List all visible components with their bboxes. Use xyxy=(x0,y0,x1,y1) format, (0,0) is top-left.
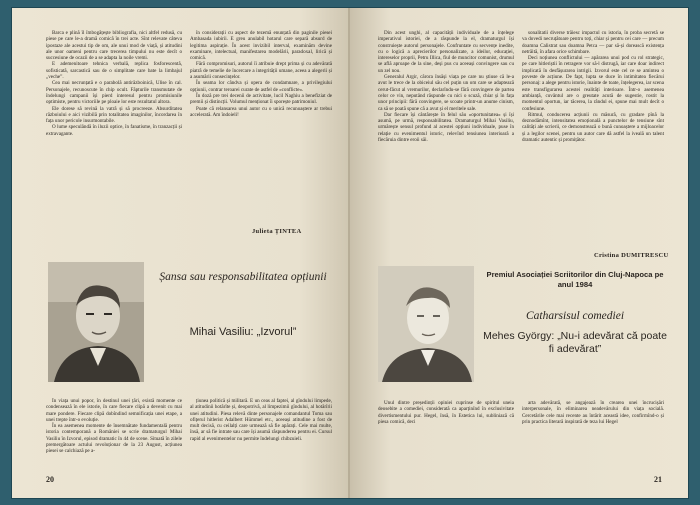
paragraph: Fără compromisuri, autorul îi atribuie drept prima și cu adevărată piatră de temelie de încercare a integrității umane, aceea a alegerii și a asumării consecințelor. xyxy=(190,61,332,81)
article1-column-right xyxy=(190,30,332,212)
award-title: Premiul Asociației Scriitorilor din Cluj-Napoca pe anul 1984 xyxy=(486,270,664,289)
paragraph: Din acest unghi, al capacității individuale de a înțelege imperativul istoriei, de a răspunde la el, dramaturgul își construiește autorul personajele. Confruntate cu secvențe inedite, cu o logică a aprecierilor personalizate, a ideilor, educației, intereselor proprii, Petru Illica, fiul de muncitor comunist, drumul se află aproape de la sine, deși pus cu aceeași convingere sau cu un zel nou. xyxy=(378,30,514,74)
paragraph: țiunea politică și militară. E un ceas al faptei, al gîndului limpede, al atitudinii hotărîte și, deopotrivă, al limpezimii gîndului, al hotărîrii unei atitudini. Piesa relevă dinte personajele comandantul Toma sau ofițerul hitlerist Adalbert Hümmel etc., aceeași atitudine a fost de mult decisă, cu ceilalți care urmează să fie apărați. Cele mai multe, însă, ar să fie intrate sau care își asumă răspunderea pentru ei. Cursul rapid al evenimentelor nu permite îndelungi chibzuieli. xyxy=(190,398,332,442)
author-photo-mehes-gyorgy xyxy=(378,266,474,382)
article2-column-right xyxy=(190,398,332,470)
catharsis-column-left xyxy=(378,400,514,470)
paragraph: O lume speculândă în iluzii optice, în fanatisme, în tranzacții și extravagante. xyxy=(46,124,182,137)
left-page xyxy=(12,8,350,498)
catharsis-column-right xyxy=(522,400,664,470)
paragraph: Generalul Argir, cărora însăși viața pe care nu știuse că le-a avut le trece de la obiceiul său cel puțin un om care se adaptează cerut-fâcut al vremurilor, declarîndu-se fără convingere de partea celor ce vin, neputând răspunde cu nici o scuză, chiar și în fața unor principii: fără convingere, se scoate printr-un anume cinism, ca să se poată spune că a avut și el meritele sale. xyxy=(378,74,514,112)
paragraph: În ea asemenea momente de însemnătate fundamentală pentru istoria contemporană a României se scrie dramaturgul Mihai Vasiliu în Izvorul, episod dramatic în 44 de scene. Situată în zilele premergătoare actului revoluționar de la 23 August, acțiunea piesei se calchiază pe a- xyxy=(46,423,182,455)
right-page xyxy=(350,8,688,498)
right-column-right xyxy=(522,30,664,248)
paragraph: Poate că relansarea unui autor cu o unică recunoaștere ar trebui accelerată. Am îndoieli! xyxy=(190,105,332,118)
article2-column-left xyxy=(46,398,182,470)
paragraph: Dar fiecare își cântărește în felul său «oportunitatea» și își asumă, pe urmă, responsabilitatea. Dramaturgul Mihai Vasiliu, urmărește sensul profund al acestei opțiuni individuale, puse în relație cu evenimentul istoric, relevînd tensiunea interioară a fiecăruia dintre eroii săi. xyxy=(378,111,514,144)
paragraph: Barca e plină îl îmbogățește bibliografia, nici altfel redusă, cu piese pe care le-a dramă comică în trei acte. Sînt relevate câteva ipostaze ale acestui tip de om, ale unui mod de viață, și atitudini ale unor oameni pentru care trecerea timpului nu este decît o succesiune de ocazii de a se adapta la noile vremi. xyxy=(46,30,182,62)
catharsis-subtitle: Mehes György: „Nu-i adevărat că poate fi adevărat” xyxy=(483,330,667,355)
paragraph: E ademenitoare tehnica verbală, replica fosforescentă, sofisticată, sarcastică sau de o simplitate care bate la limbajul „veche”. xyxy=(46,61,182,81)
article2-subtitle: Mihai Vasiliu: „Izvorul” xyxy=(189,326,297,338)
author-photo-mihai-vasiliu xyxy=(48,262,144,382)
paragraph: În doză pre trei decenii de activitate, lucil Naghiu a benefiziat de premii și distincții. Volumul menționat îi sporește patrimoniul. xyxy=(190,92,332,106)
right-page-number: 21 xyxy=(654,475,662,484)
right-signature: Cristina DUMITRESCU xyxy=(594,252,669,259)
left-page-number: 20 xyxy=(46,475,54,484)
article2-title: Șansa sau responsabilitatea opțiunii xyxy=(159,271,327,283)
paragraph: Deci noțiunea conflictului — apărarea unui pod cu rol strategic, pe care hitleriștii în retragere vor să-l distrugă, iar care doar indirect implicată în desfășurarea intrigii. Izvorul este cel ce se amintea o poveste de acțiune. De fapt, lupta se duce în intimitatea fiecărui personaj: a alege pentru istorie, înainte de toate, înțelegerea, iar scena este transfigurarea acestei realități interioare. Într-o asemenea ambianță, cuvântul are o greutate acută de sugestie, rostit la momentul oportun, iar tăcerea, la rândul ei, spune mai mult decît o confesiune. xyxy=(522,55,664,112)
paragraph: În seama lor cândva și opera de condamnare, a privilegiului opțiunii, contrar teroarei curate de astfel de «conflicte». xyxy=(190,80,332,93)
paragraph: Cea mai necrunțată e o parabolă antirăzboinică, Ulise în cal. Personajele, recunoscute în chip ocult. Făpturile transmutate de îndelungi campanii își pierd interesul pentru promisiunile optimiste, pentru victoriile pe ploaie lor este rezultatul altora. xyxy=(46,80,182,106)
paragraph: Unul dintre președinții opiniei cuprinse de spiritul uneia deosebite a comediei, considerată ca aparținînd în exclusivitate divertismentului pur. Hegel, însă, în Estetica lui, subliniază că piesa comică, deci xyxy=(378,400,514,425)
book-spread xyxy=(12,8,688,498)
paragraph: sonalitatii diverse trăiesc impactul cu istoria, în proba secretă se va dovedi necruțătoare pentru toți, chiar și pentru cei care — precum doamna Calistrat sau doamna Petca — par să-și dorească existența netrăită, în afara orice schimbare. xyxy=(522,30,664,55)
article1-signature: Julieta ȚINTEA xyxy=(252,228,302,235)
paragraph: în considerații cu aspect de tezemă enunțată din paginile piesei Ambasada iubirii. E greu anulabil hotarul care separă absurd de legitima aspirație. În acest invizibil interval, examinăm devine examinare, intelectual, manifestarea modelării, paradoxal, lirică și comică. xyxy=(190,30,332,62)
paragraph: Ritmul, conducerea acțiunii cu măsură, cu gradare pînă la deznodămînt, intensitatea emoțională a punctelor de tensiune sînt calități ale scrierii, ce demonstrează o bună cunoaștere a mijloacelor și a legilor scenei, pentru un autor care dă astfel la iveală un talent dramatic autentic și promițător. xyxy=(522,111,664,144)
paragraph: Ele dorese să revină la vatră și să procreeze. Absurditatea războiului e aici vizibilă prin totalitatea imaginilor, încordarea în fața unor pericole insurmontabile. xyxy=(46,105,182,125)
paragraph: arta adevărată, se angajează în crearea unei încrucișări interpersonale, în eliminarea neadevărului din viața socială. Cercetările cele mai recente au întărit această idee, confirmînd-o și prin practica literară inspirată de teza lui Hegel xyxy=(522,400,664,425)
catharsis-title: Catharsisul comediei xyxy=(525,310,625,322)
portrait-image xyxy=(378,266,474,382)
right-column-left xyxy=(378,30,514,258)
paragraph: În viața unui popor, în destinul unei țări, există momente ce condensează în ele istorie, în care fiecare clipă a devenit cu mai mare pondere. Fiecare clipă dobîndind semnificația unei etape, a unei trepte într-o evoluție. xyxy=(46,398,182,423)
article1-column-left xyxy=(46,30,182,242)
portrait-image xyxy=(48,262,144,382)
